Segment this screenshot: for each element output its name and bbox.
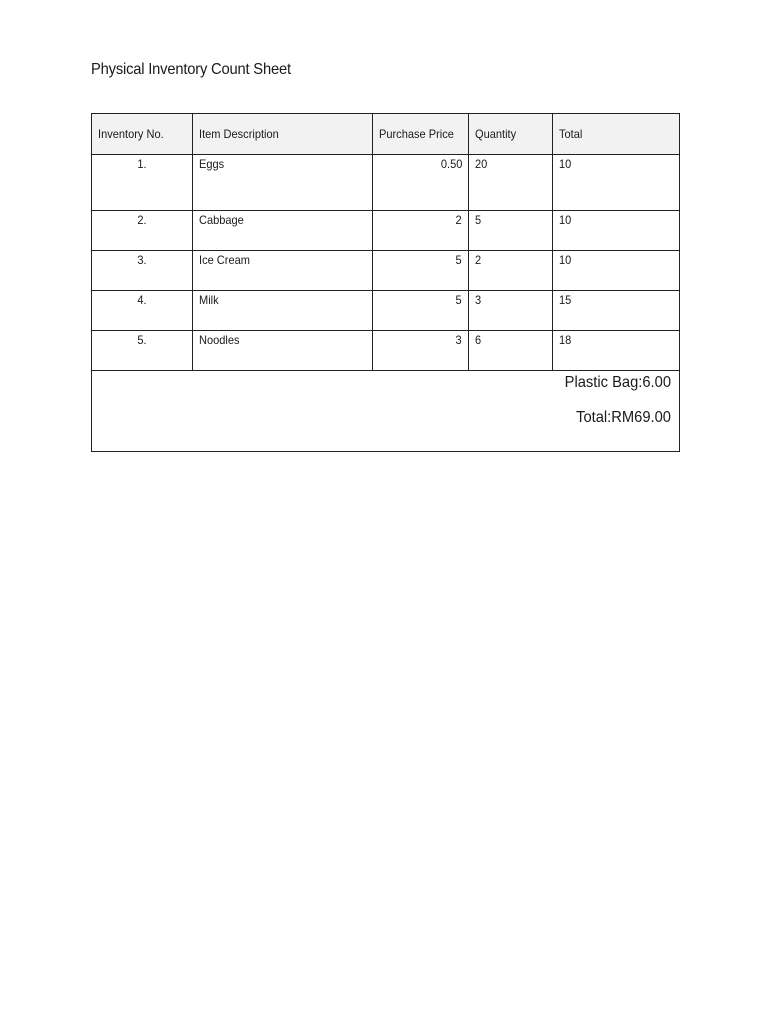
cell-inventory-no: 4. — [92, 291, 193, 331]
table-row — [92, 251, 680, 291]
header-total: Total — [553, 114, 680, 155]
inventory-table — [91, 113, 680, 452]
cell-item-description: Eggs — [193, 155, 373, 211]
cell-inventory-no: 5. — [92, 331, 193, 371]
table-row — [92, 211, 680, 251]
cell-inventory-no: 1. — [92, 155, 193, 211]
cell-purchase-price: 5 — [373, 291, 469, 331]
cell-item-description: Ice Cream — [193, 251, 373, 291]
cell-quantity: 3 — [469, 291, 553, 331]
summary-cell — [92, 371, 680, 452]
cell-quantity: 5 — [469, 211, 553, 251]
header-purchase-price: Purchase Price — [373, 114, 469, 155]
cell-total: 10 — [553, 211, 680, 251]
cell-total: 10 — [553, 155, 680, 211]
cell-item-description: Cabbage — [193, 211, 373, 251]
table-row — [92, 291, 680, 331]
cell-item-description: Noodles — [193, 331, 373, 371]
page-title: Physical Inventory Count Sheet — [91, 61, 291, 78]
table-row — [92, 331, 680, 371]
cell-inventory-no: 2. — [92, 211, 193, 251]
cell-purchase-price: 5 — [373, 251, 469, 291]
cell-inventory-no: 3. — [92, 251, 193, 291]
cell-quantity: 20 — [469, 155, 553, 211]
header-inventory-no: Inventory No. — [92, 114, 193, 155]
cell-purchase-price: 3 — [373, 331, 469, 371]
cell-quantity: 6 — [469, 331, 553, 371]
cell-item-description: Milk — [193, 291, 373, 331]
header-quantity: Quantity — [469, 114, 553, 155]
plastic-bag-charge: Plastic Bag:6.00 — [564, 374, 671, 391]
table-header-row — [92, 114, 680, 155]
cell-total: 10 — [553, 251, 680, 291]
cell-total: 15 — [553, 291, 680, 331]
cell-total: 18 — [553, 331, 680, 371]
cell-purchase-price: 0.50 — [373, 155, 469, 211]
summary-row — [92, 371, 680, 452]
cell-purchase-price: 2 — [373, 211, 469, 251]
cell-quantity: 2 — [469, 251, 553, 291]
header-item-description: Item Description — [193, 114, 373, 155]
grand-total: Total:RM69.00 — [576, 409, 671, 426]
table-row — [92, 155, 680, 211]
